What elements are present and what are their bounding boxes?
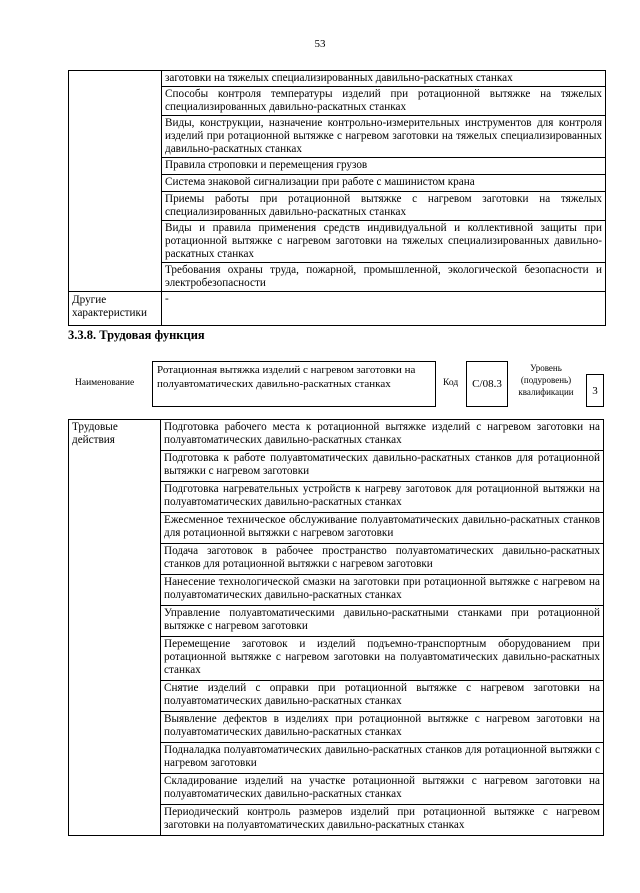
- section-heading: 3.3.8. Трудовая функция: [68, 328, 205, 342]
- knowledge-row: Приемы работы при ротационной вытяжке с нагревом заготовки на тяжелых специализированных давильно-раскатных станках: [162, 192, 606, 221]
- labor-actions-table: [68, 419, 604, 836]
- other-characteristics-value: -: [162, 292, 606, 326]
- labor-action-row: Нанесение технологической смазки на заготовки при ротационной вытяжке с нагревом на полуавтоматических давильно-раскатных станках: [161, 575, 604, 606]
- labor-action-row: Ежесменное техническое обслуживание полуавтоматических давильно-раскатных станков для ротационной вытяжки с нагревом заготовки: [161, 513, 604, 544]
- other-characteristics-label: Другие характеристики: [69, 292, 162, 326]
- knowledge-row: Требования охраны труда, пожарной, промышленной, экологической безопасности и электробезопасности: [162, 263, 606, 292]
- knowledge-row: Система знаковой сигнализации при работе с машинистом крана: [162, 175, 606, 192]
- labor-action-row: Управление полуавтоматическими давильно-раскатными станками при ротационной вытяжке с нагревом заготовки: [161, 606, 604, 637]
- labor-action-row: Перемещение заготовок и изделий подъемно-транспортным оборудованием при ротационной вытяжке с нагревом заготовки на полуавтоматических давильно-раскатных станках: [161, 637, 604, 681]
- knowledge-row: Виды и правила применения средств индивидуальной и коллективной защиты при ротационной вытяжке с нагревом заготовки на тяжелых специализированных давильно-раскатных станках: [162, 221, 606, 263]
- labor-action-row: Подготовка нагревательных устройств к нагреву заготовок для ротационной вытяжки на полуавтоматических давильно-раскатных станках: [161, 482, 604, 513]
- knowledge-row: Виды, конструкции, назначение контрольно-измерительных инструментов для контроля изделий при ротационной вытяжке с нагревом заготовки на тяжелых специализированных давильно-раскатных станках: [162, 116, 606, 158]
- knowledge-row: Способы контроля температуры изделий при ротационной вытяжке на тяжелых специализированных давильно-раскатных станках: [162, 87, 606, 116]
- labor-action-row: Складирование изделий на участке ротационной вытяжки с нагревом заготовки на полуавтоматических давильно-раскатных станках: [161, 774, 604, 805]
- name-label: Наименование: [75, 378, 135, 388]
- labor-action-row: Снятие изделий с оправки при ротационной вытяжке с нагревом заготовки на полуавтоматических давильно-раскатных станках: [161, 681, 604, 712]
- page-number: 53: [314, 38, 326, 50]
- labor-action-row: Подналадка полуавтоматических давильно-раскатных станков для ротационной вытяжки с нагревом заготовки: [161, 743, 604, 774]
- knowledge-row: Правила строповки и перемещения грузов: [162, 158, 606, 175]
- knowledge-continuation-table: [68, 70, 606, 326]
- code-label: Код: [443, 378, 459, 388]
- empty-label-cell: [69, 71, 162, 292]
- labor-action-row: Периодический контроль размеров изделий при ротационной вытяжке с нагревом заготовки на полуавтоматических давильно-раскатных станках: [161, 805, 604, 836]
- labor-action-row: Подготовка рабочего места к ротационной вытяжке изделий с нагревом заготовки на полуавтоматических давильно-раскатных станках: [161, 420, 604, 451]
- function-name: Ротационная вытяжка изделий с нагревом заготовки на полуавтоматических давильно-раскатных станках: [152, 361, 436, 407]
- knowledge-row: заготовки на тяжелых специализированных давильно-раскатных станках: [162, 71, 606, 87]
- labor-action-row: Подача заготовок в рабочее пространство полуавтоматических давильно-раскатных станков для ротационной вытяжки с нагревом заготовки: [161, 544, 604, 575]
- qualification-level: 3: [586, 374, 604, 407]
- labor-action-row: Подготовка к работе полуавтоматических давильно-раскатных станков для ротационной вытяжки с нагревом заготовки: [161, 451, 604, 482]
- labor-action-row: Выявление дефектов в изделиях при ротационной вытяжке с нагревом заготовки на полуавтоматических давильно-раскатных станках: [161, 712, 604, 743]
- labor-actions-label: Трудовые действия: [69, 420, 161, 836]
- qualification-level-label: Уровень (подуровень) квалификации: [518, 363, 574, 397]
- function-code: C/08.3: [466, 361, 508, 407]
